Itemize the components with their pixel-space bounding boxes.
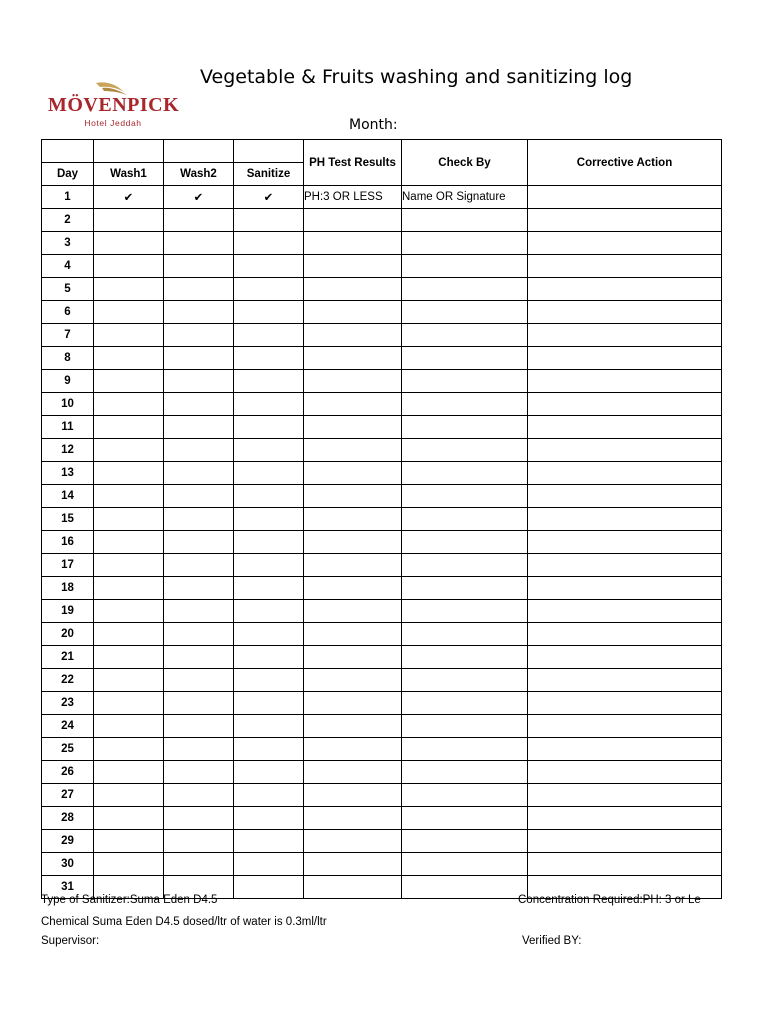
- corrective-action-cell: [528, 209, 722, 232]
- corrective-action-cell: [528, 784, 722, 807]
- wash1-cell: [94, 577, 164, 600]
- check-by-cell: [402, 439, 528, 462]
- corrective-action-cell: [528, 301, 722, 324]
- table-row: [42, 807, 722, 830]
- day-cell: 23: [42, 692, 94, 715]
- check-by-cell: [402, 209, 528, 232]
- sanitize-cell: [234, 669, 304, 692]
- day-cell: 20: [42, 623, 94, 646]
- table-row: [42, 416, 722, 439]
- wash1-cell: [94, 209, 164, 232]
- check-by-cell: [402, 761, 528, 784]
- sanitizer-type-text: Type of Sanitizer:Suma Eden D4.5: [41, 894, 218, 906]
- corrective-action-cell: [528, 531, 722, 554]
- chemical-dose-text: Chemical Suma Eden D4.5 dosed/ltr of water is 0.3ml/ltr: [41, 916, 327, 928]
- sanitize-cell: [234, 853, 304, 876]
- header-day: Day: [42, 163, 94, 186]
- table-row: [42, 692, 722, 715]
- check-by-cell: [402, 784, 528, 807]
- check-by-cell: [402, 646, 528, 669]
- corrective-action-cell: [528, 186, 722, 209]
- check-by-cell: [402, 715, 528, 738]
- header-wash1: Wash1: [94, 163, 164, 186]
- corrective-action-cell: [528, 554, 722, 577]
- day-cell: 31: [42, 876, 94, 899]
- wash1-cell: [94, 462, 164, 485]
- sanitize-cell: [234, 209, 304, 232]
- day-cell: 19: [42, 600, 94, 623]
- sanitize-cell: [234, 485, 304, 508]
- day-cell: 3: [42, 232, 94, 255]
- check-by-cell: [402, 393, 528, 416]
- wash2-cell: [164, 807, 234, 830]
- header-sanitize: Sanitize: [234, 163, 304, 186]
- ph-result-cell: [304, 669, 402, 692]
- table-row: [42, 255, 722, 278]
- hotel-logo: [48, 80, 178, 130]
- sanitize-cell: [234, 508, 304, 531]
- wash2-cell: [164, 715, 234, 738]
- check-by-cell: [402, 600, 528, 623]
- ph-result-cell: [304, 278, 402, 301]
- wash1-cell: [94, 370, 164, 393]
- sanitize-cell: [234, 554, 304, 577]
- table-row: [42, 738, 722, 761]
- ph-result-cell: [304, 830, 402, 853]
- corrective-action-cell: [528, 830, 722, 853]
- verified-by-label: Verified BY:: [522, 935, 582, 947]
- wash2-cell: [164, 738, 234, 761]
- ph-result-cell: [304, 347, 402, 370]
- wash2-cell: [164, 324, 234, 347]
- wash2-cell: [164, 209, 234, 232]
- day-cell: 2: [42, 209, 94, 232]
- corrective-action-cell: [528, 439, 722, 462]
- corrective-action-cell: [528, 370, 722, 393]
- ph-result-cell: [304, 692, 402, 715]
- wash1-cell: [94, 416, 164, 439]
- ph-result-cell: [304, 416, 402, 439]
- wash1-cell: [94, 600, 164, 623]
- ph-result-cell: [304, 623, 402, 646]
- wash1-cell: [94, 255, 164, 278]
- wash2-cell: [164, 554, 234, 577]
- wash1-cell: [94, 554, 164, 577]
- sanitize-cell: [234, 393, 304, 416]
- table-row: [42, 853, 722, 876]
- wash1-cell: [94, 715, 164, 738]
- header-check-by: Check By: [402, 140, 528, 186]
- ph-result-cell: [304, 531, 402, 554]
- ph-result-cell: [304, 324, 402, 347]
- check-by-cell: [402, 508, 528, 531]
- header-blank-cell: [42, 140, 94, 163]
- day-cell: 13: [42, 462, 94, 485]
- check-by-cell: [402, 554, 528, 577]
- ph-result-cell: [304, 232, 402, 255]
- table-row: [42, 209, 722, 232]
- sanitize-cell: [234, 324, 304, 347]
- ph-result-cell: [304, 853, 402, 876]
- check-by-cell: [402, 278, 528, 301]
- day-cell: 30: [42, 853, 94, 876]
- ph-result-cell: PH:3 OR LESS: [304, 186, 402, 209]
- corrective-action-cell: [528, 255, 722, 278]
- wash1-cell: [94, 738, 164, 761]
- check-by-cell: [402, 577, 528, 600]
- day-cell: 11: [42, 416, 94, 439]
- corrective-action-cell: [528, 278, 722, 301]
- wash2-cell: [164, 232, 234, 255]
- wash2-cell: [164, 255, 234, 278]
- sanitize-cell: [234, 876, 304, 899]
- sanitize-cell: [234, 232, 304, 255]
- corrective-action-cell: [528, 692, 722, 715]
- day-cell: 27: [42, 784, 94, 807]
- wash1-cell: [94, 439, 164, 462]
- header-blank-cell: [94, 140, 164, 163]
- sanitize-cell: [234, 807, 304, 830]
- wash2-cell: [164, 462, 234, 485]
- ph-result-cell: [304, 807, 402, 830]
- check-by-cell: [402, 485, 528, 508]
- wash1-cell: [94, 692, 164, 715]
- check-by-cell: [402, 807, 528, 830]
- table-row: [42, 830, 722, 853]
- day-cell: 1: [42, 186, 94, 209]
- day-cell: 10: [42, 393, 94, 416]
- corrective-action-cell: [528, 462, 722, 485]
- wash2-cell: [164, 485, 234, 508]
- wash2-cell: [164, 439, 234, 462]
- day-cell: 9: [42, 370, 94, 393]
- table-row: [42, 600, 722, 623]
- table-row: [42, 324, 722, 347]
- check-by-cell: [402, 416, 528, 439]
- sanitize-cell: [234, 347, 304, 370]
- sanitize-cell: [234, 577, 304, 600]
- table-row: [42, 577, 722, 600]
- ph-result-cell: [304, 646, 402, 669]
- wash2-cell: [164, 393, 234, 416]
- wash1-cell: ✔: [94, 186, 164, 209]
- ph-result-cell: [304, 761, 402, 784]
- wash1-cell: [94, 393, 164, 416]
- wash1-cell: [94, 807, 164, 830]
- wash2-cell: [164, 347, 234, 370]
- ph-result-cell: [304, 600, 402, 623]
- table-row: [42, 393, 722, 416]
- sanitize-cell: [234, 692, 304, 715]
- corrective-action-cell: [528, 577, 722, 600]
- table-row: [42, 301, 722, 324]
- sanitize-cell: [234, 761, 304, 784]
- day-cell: 28: [42, 807, 94, 830]
- page-title: Vegetable & Fruits washing and sanitizing log: [200, 66, 633, 88]
- corrective-action-cell: [528, 232, 722, 255]
- corrective-action-cell: [528, 600, 722, 623]
- logo-brand-name: MÖVENPICK: [48, 94, 180, 116]
- corrective-action-cell: [528, 669, 722, 692]
- wash2-cell: [164, 830, 234, 853]
- corrective-action-cell: [528, 485, 722, 508]
- day-cell: 26: [42, 761, 94, 784]
- check-by-cell: [402, 232, 528, 255]
- check-by-cell: [402, 669, 528, 692]
- header-wash2: Wash2: [164, 163, 234, 186]
- header-blank-cell: [164, 140, 234, 163]
- table-row: [42, 462, 722, 485]
- check-by-cell: [402, 623, 528, 646]
- concentration-required-text: Concentration Required:PH: 3 or Le: [518, 894, 701, 906]
- wash1-cell: [94, 531, 164, 554]
- header-ph-test-results: PH Test Results: [304, 140, 402, 186]
- day-cell: 8: [42, 347, 94, 370]
- corrective-action-cell: [528, 761, 722, 784]
- wash1-cell: [94, 853, 164, 876]
- corrective-action-cell: [528, 623, 722, 646]
- wash2-cell: [164, 761, 234, 784]
- corrective-action-cell: [528, 324, 722, 347]
- month-label: Month:: [349, 117, 398, 133]
- check-by-cell: [402, 255, 528, 278]
- ph-result-cell: [304, 393, 402, 416]
- day-cell: 7: [42, 324, 94, 347]
- wash2-cell: [164, 623, 234, 646]
- wash2-cell: [164, 692, 234, 715]
- check-by-cell: [402, 853, 528, 876]
- logo-subtitle: Hotel Jeddah: [84, 118, 142, 128]
- ph-result-cell: [304, 301, 402, 324]
- day-cell: 29: [42, 830, 94, 853]
- wash1-cell: [94, 278, 164, 301]
- wash1-cell: [94, 301, 164, 324]
- check-by-cell: [402, 462, 528, 485]
- sanitize-cell: [234, 784, 304, 807]
- table-row: [42, 439, 722, 462]
- wash1-cell: [94, 324, 164, 347]
- table-row: [42, 761, 722, 784]
- wash1-cell: [94, 761, 164, 784]
- day-cell: 6: [42, 301, 94, 324]
- sanitize-cell: [234, 738, 304, 761]
- wash2-cell: [164, 669, 234, 692]
- sanitize-cell: [234, 462, 304, 485]
- wash2-cell: [164, 853, 234, 876]
- day-cell: 24: [42, 715, 94, 738]
- day-cell: 12: [42, 439, 94, 462]
- sanitize-cell: [234, 255, 304, 278]
- wash2-cell: [164, 416, 234, 439]
- wash2-cell: [164, 646, 234, 669]
- sanitize-cell: [234, 600, 304, 623]
- wash2-cell: ✔: [164, 186, 234, 209]
- day-cell: 25: [42, 738, 94, 761]
- sanitize-cell: [234, 439, 304, 462]
- check-by-cell: [402, 324, 528, 347]
- sanitize-cell: [234, 531, 304, 554]
- table-row: [42, 715, 722, 738]
- day-cell: 18: [42, 577, 94, 600]
- check-by-cell: [402, 301, 528, 324]
- header-row-top: [42, 140, 722, 163]
- supervisor-label: Supervisor:: [41, 935, 100, 947]
- table-row: [42, 646, 722, 669]
- ph-result-cell: [304, 508, 402, 531]
- sanitize-cell: [234, 416, 304, 439]
- table-row: [42, 186, 722, 209]
- corrective-action-cell: [528, 508, 722, 531]
- ph-result-cell: [304, 738, 402, 761]
- wash2-cell: [164, 278, 234, 301]
- ph-result-cell: [304, 715, 402, 738]
- table-row: [42, 485, 722, 508]
- check-by-cell: [402, 876, 528, 899]
- ph-result-cell: [304, 485, 402, 508]
- log-table: [41, 139, 722, 899]
- ph-result-cell: [304, 370, 402, 393]
- corrective-action-cell: [528, 807, 722, 830]
- corrective-action-cell: [528, 347, 722, 370]
- wash2-cell: [164, 577, 234, 600]
- ph-result-cell: [304, 462, 402, 485]
- ph-result-cell: [304, 209, 402, 232]
- wash2-cell: [164, 531, 234, 554]
- header-corrective-action: Corrective Action: [528, 140, 722, 186]
- check-by-cell: [402, 347, 528, 370]
- wash2-cell: [164, 600, 234, 623]
- day-cell: 15: [42, 508, 94, 531]
- wash1-cell: [94, 347, 164, 370]
- check-by-cell: Name OR Signature: [402, 186, 528, 209]
- day-cell: 22: [42, 669, 94, 692]
- ph-result-cell: [304, 876, 402, 899]
- corrective-action-cell: [528, 853, 722, 876]
- wash1-cell: [94, 485, 164, 508]
- ph-result-cell: [304, 784, 402, 807]
- table-row: [42, 232, 722, 255]
- wash2-cell: [164, 784, 234, 807]
- wash1-cell: [94, 669, 164, 692]
- header-blank-cell: [234, 140, 304, 163]
- corrective-action-cell: [528, 738, 722, 761]
- wash1-cell: [94, 232, 164, 255]
- sanitize-cell: ✔: [234, 186, 304, 209]
- table-row: [42, 554, 722, 577]
- check-by-cell: [402, 692, 528, 715]
- ph-result-cell: [304, 554, 402, 577]
- wash2-cell: [164, 370, 234, 393]
- table-row: [42, 784, 722, 807]
- day-cell: 16: [42, 531, 94, 554]
- day-cell: 21: [42, 646, 94, 669]
- wash1-cell: [94, 784, 164, 807]
- wash1-cell: [94, 623, 164, 646]
- day-cell: 5: [42, 278, 94, 301]
- sanitize-cell: [234, 830, 304, 853]
- table-row: [42, 623, 722, 646]
- sanitize-cell: [234, 278, 304, 301]
- sanitize-cell: [234, 715, 304, 738]
- table-row: [42, 347, 722, 370]
- corrective-action-cell: [528, 416, 722, 439]
- day-cell: 4: [42, 255, 94, 278]
- wash1-cell: [94, 830, 164, 853]
- sanitize-cell: [234, 623, 304, 646]
- wash2-cell: [164, 508, 234, 531]
- wash2-cell: [164, 301, 234, 324]
- check-by-cell: [402, 370, 528, 393]
- corrective-action-cell: [528, 715, 722, 738]
- ph-result-cell: [304, 577, 402, 600]
- check-by-cell: [402, 830, 528, 853]
- day-cell: 14: [42, 485, 94, 508]
- wash1-cell: [94, 646, 164, 669]
- corrective-action-cell: [528, 393, 722, 416]
- sanitize-cell: [234, 301, 304, 324]
- check-by-cell: [402, 531, 528, 554]
- table-row: [42, 669, 722, 692]
- ph-result-cell: [304, 255, 402, 278]
- sanitize-cell: [234, 646, 304, 669]
- corrective-action-cell: [528, 646, 722, 669]
- table-row: [42, 370, 722, 393]
- table-row: [42, 278, 722, 301]
- day-cell: 17: [42, 554, 94, 577]
- ph-result-cell: [304, 439, 402, 462]
- wash1-cell: [94, 508, 164, 531]
- check-by-cell: [402, 738, 528, 761]
- table-row: [42, 508, 722, 531]
- table-row: [42, 531, 722, 554]
- sanitize-cell: [234, 370, 304, 393]
